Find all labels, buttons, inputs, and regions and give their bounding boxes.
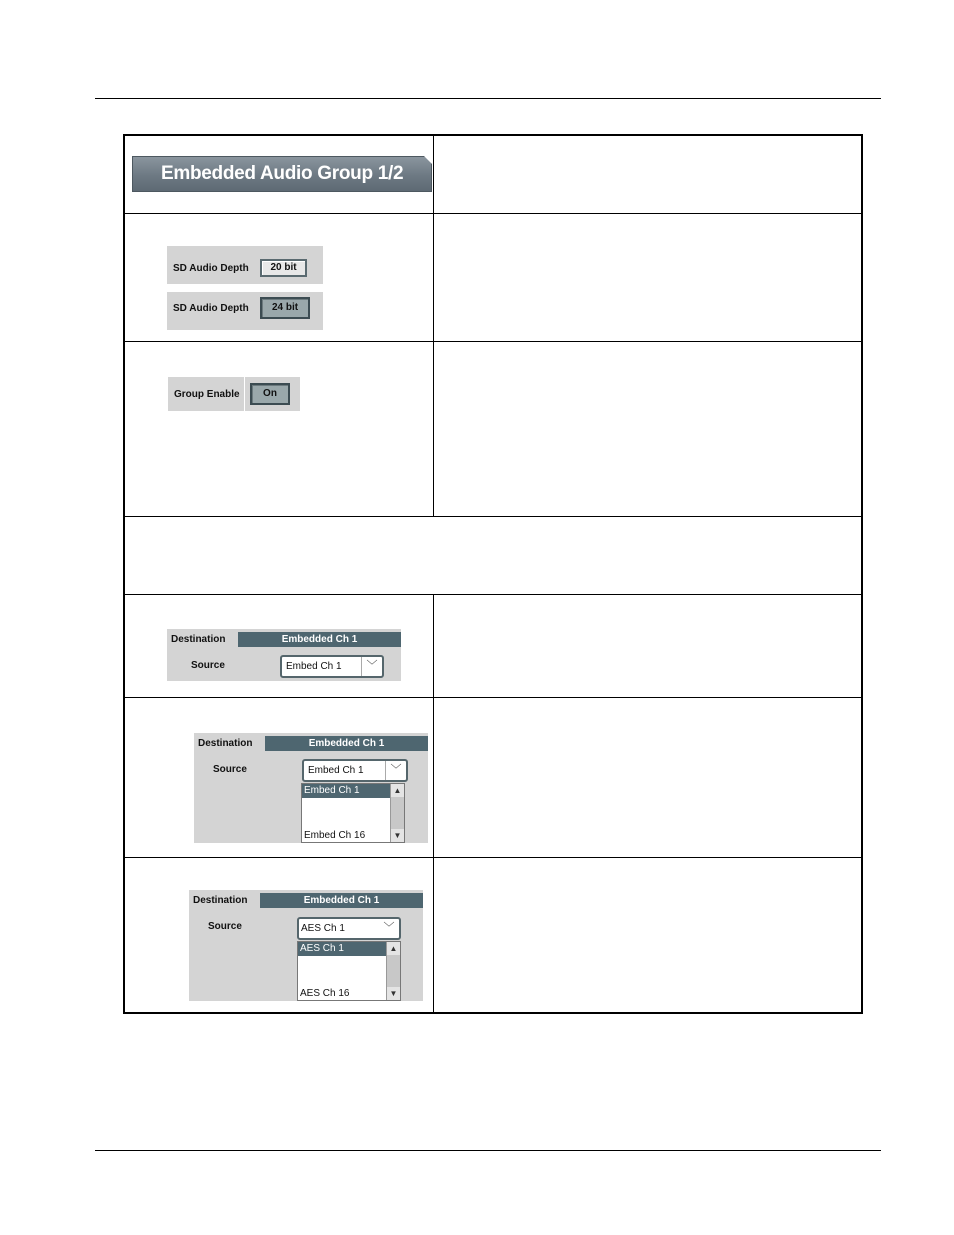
sd-audio-depth-20bit-button[interactable]: 20 bit	[260, 259, 307, 277]
list-item-last[interactable]: Embed Ch 16	[304, 829, 366, 841]
scroll-up-icon[interactable]: ▲	[387, 942, 400, 955]
group-enable-cell	[124, 341, 433, 516]
destination-label: Destination	[198, 737, 253, 749]
group-enable-on-button[interactable]: On	[250, 383, 290, 405]
table-row	[124, 135, 862, 213]
sd-audio-depth-label: SD Audio Depth	[173, 302, 249, 314]
sd-audio-depth-panel-b	[167, 292, 323, 330]
table-row	[124, 213, 862, 341]
destination-value: Embedded Ch 1	[260, 893, 423, 908]
routing-panel	[194, 733, 428, 843]
sd-audio-depth-24bit-button[interactable]: 24 bit	[260, 297, 310, 319]
source-select[interactable]	[280, 655, 384, 678]
embedded-audio-group-banner: Embedded Audio Group 1/2	[132, 156, 432, 192]
routing-example-2-cell	[124, 697, 433, 857]
description-cell	[433, 135, 862, 213]
source-dropdown-list[interactable]	[297, 941, 401, 1001]
table-row	[124, 697, 862, 857]
source-dropdown-list[interactable]	[301, 783, 405, 843]
source-select[interactable]	[302, 759, 408, 782]
chevron-down-icon: ﹀	[383, 921, 395, 934]
description-cell	[433, 857, 862, 1013]
full-width-note-cell	[124, 516, 862, 594]
group-enable-panel	[168, 377, 300, 411]
destination-value: Embedded Ch 1	[238, 632, 401, 647]
banner-cell	[124, 135, 433, 213]
source-select-value: Embed Ch 1	[286, 660, 342, 672]
source-select-value: AES Ch 1	[301, 922, 345, 934]
list-item-selected[interactable]: AES Ch 1	[298, 942, 386, 956]
list-item-selected[interactable]: Embed Ch 1	[302, 784, 390, 798]
description-cell	[433, 213, 862, 341]
footer-rule	[95, 1150, 881, 1151]
scroll-down-icon[interactable]: ▼	[387, 987, 400, 1000]
sd-audio-depth-cell	[124, 213, 433, 341]
description-cell	[433, 341, 862, 516]
table-row	[124, 341, 862, 516]
chevron-down-icon: ﹀	[361, 657, 382, 676]
divider	[244, 377, 245, 411]
scroll-up-icon[interactable]: ▲	[391, 784, 404, 797]
gadget-description-table	[123, 134, 863, 1014]
source-label: Source	[191, 659, 225, 671]
sd-audio-depth-label: SD Audio Depth	[173, 262, 249, 274]
destination-label: Destination	[171, 633, 226, 645]
description-cell	[433, 594, 862, 697]
source-select[interactable]	[297, 917, 401, 940]
routing-example-1-cell	[124, 594, 433, 697]
table-row	[124, 857, 862, 1013]
header-rule	[95, 98, 881, 99]
list-scrollbar[interactable]	[386, 942, 400, 1000]
table-row	[124, 594, 862, 697]
source-label: Source	[208, 920, 242, 932]
routing-panel	[189, 890, 423, 1001]
table-row	[124, 516, 862, 594]
description-cell	[433, 697, 862, 857]
list-scrollbar[interactable]	[390, 784, 404, 842]
destination-label: Destination	[193, 894, 248, 906]
routing-panel	[167, 629, 401, 681]
group-enable-label: Group Enable	[174, 388, 240, 400]
scroll-down-icon[interactable]: ▼	[391, 829, 404, 842]
list-item-last[interactable]: AES Ch 16	[300, 987, 350, 999]
routing-example-3-cell	[124, 857, 433, 1013]
destination-value: Embedded Ch 1	[265, 736, 428, 751]
source-label: Source	[213, 763, 247, 775]
chevron-down-icon: ﹀	[385, 761, 406, 780]
source-select-value: Embed Ch 1	[308, 764, 364, 776]
sd-audio-depth-panel-a	[167, 246, 323, 284]
